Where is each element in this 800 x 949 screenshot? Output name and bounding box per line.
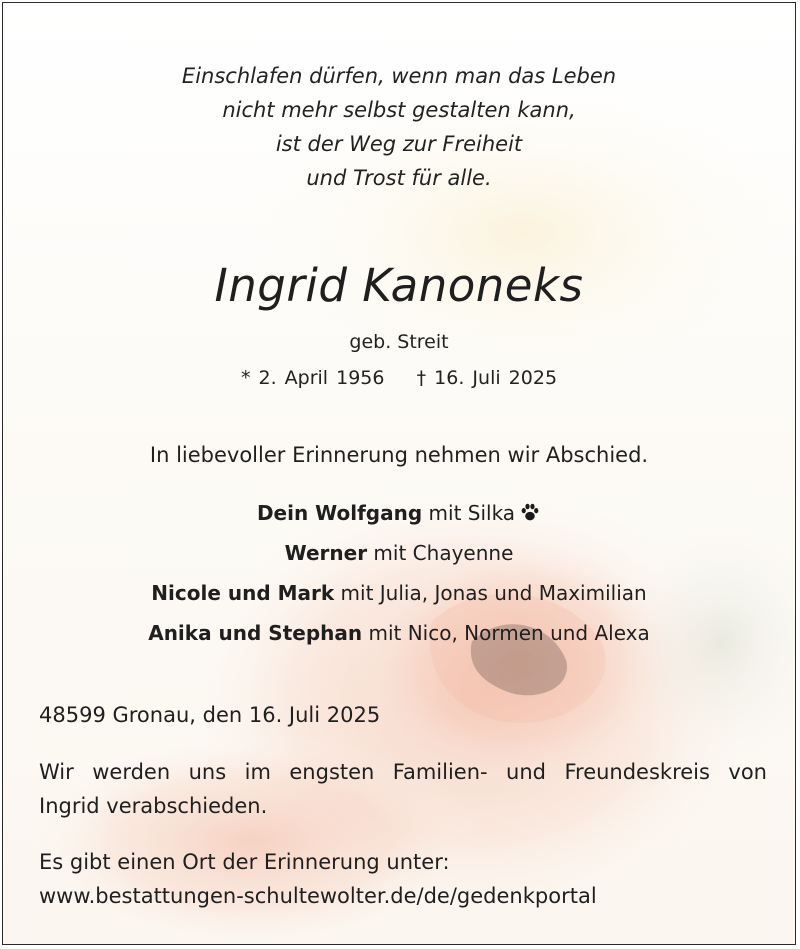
birth-date: * 2. April 1956 bbox=[240, 367, 385, 389]
family-main-names: Dein Wolfgang bbox=[256, 501, 423, 525]
family-companions: mit Nico, Normen und Alexa bbox=[362, 621, 650, 645]
service-notice bbox=[39, 755, 767, 823]
family-line bbox=[3, 533, 795, 573]
obituary-card bbox=[2, 2, 796, 945]
family-companions: mit Chayenne bbox=[367, 541, 514, 565]
memorial-intro: Es gibt einen Ort der Erinnerung unter: bbox=[39, 850, 450, 874]
service-line: Wir werden uns im engsten Familien- und Freundeskreis von bbox=[39, 760, 767, 784]
paw-print-icon bbox=[519, 501, 541, 523]
poem-line: und Trost für alle. bbox=[306, 166, 492, 190]
family-line bbox=[3, 573, 795, 613]
life-dates bbox=[3, 367, 795, 389]
family-list bbox=[3, 493, 795, 653]
poem-line: ist der Weg zur Freiheit bbox=[275, 132, 523, 156]
family-line bbox=[3, 613, 795, 653]
deceased-name: Ingrid Kanoneks bbox=[214, 259, 584, 312]
poem bbox=[3, 59, 795, 195]
family-line bbox=[3, 493, 795, 533]
family-main-names: Werner bbox=[284, 541, 368, 565]
service-line: Ingrid verabschieden. bbox=[39, 794, 268, 818]
death-date: † 16. Juli 2025 bbox=[416, 367, 558, 389]
place-and-date: 48599 Gronau, den 16. Juli 2025 bbox=[39, 703, 381, 727]
poem-line: Einschlafen dürfen, wenn man das Leben bbox=[181, 64, 617, 88]
memorial-url-link[interactable]: www.bestattungen-schultewolter.de/de/gedenkportal bbox=[39, 884, 597, 908]
birth-name: geb. Streit bbox=[349, 331, 449, 353]
poem-line: nicht mehr selbst gestalten kann, bbox=[222, 98, 576, 122]
family-main-names: Nicole und Mark bbox=[151, 581, 335, 605]
family-companions: mit Silka bbox=[422, 501, 516, 525]
farewell-text: In liebevoller Erinnerung nehmen wir Abschied. bbox=[149, 443, 649, 467]
memorial-notice bbox=[39, 845, 767, 913]
family-companions: mit Julia, Jonas und Maximilian bbox=[334, 581, 647, 605]
family-main-names: Anika und Stephan bbox=[148, 621, 363, 645]
